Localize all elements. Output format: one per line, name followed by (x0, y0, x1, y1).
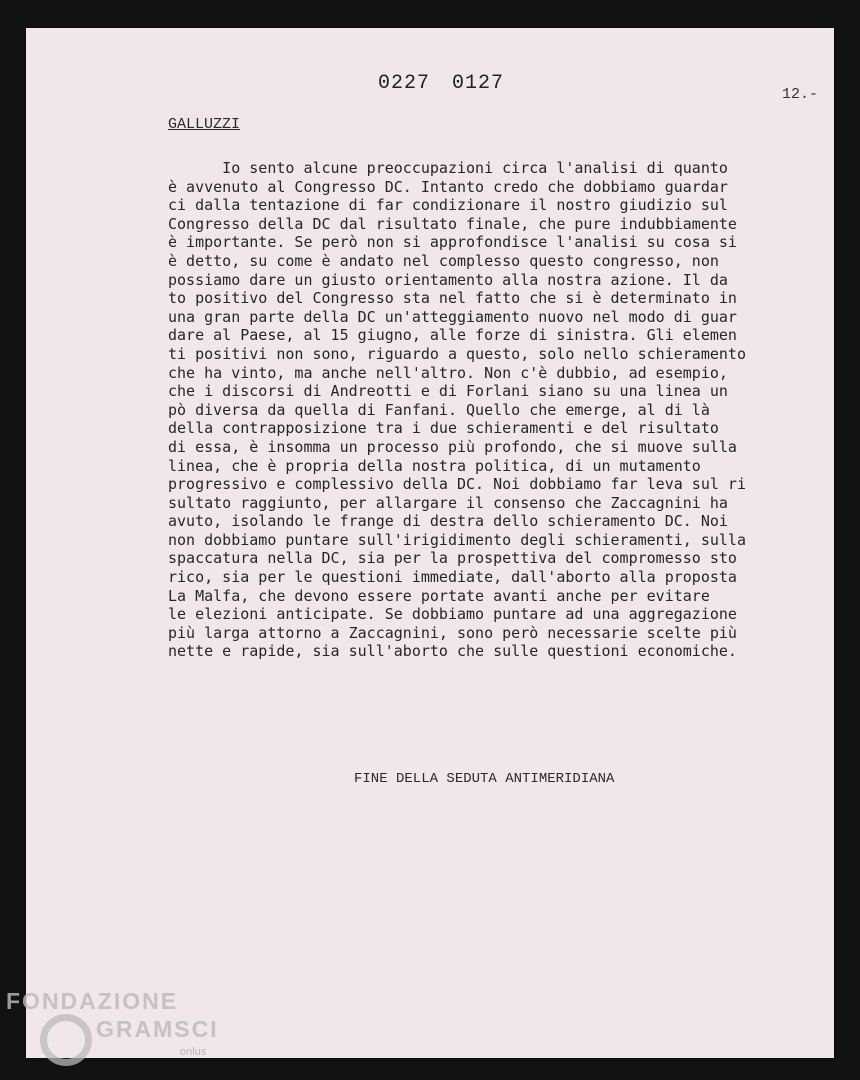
archive-number (378, 72, 526, 95)
watermark-line3: onlus (180, 1046, 207, 1058)
watermark-line2: GRAMSCI (96, 1016, 219, 1042)
archive-number-right: 0127 (452, 72, 505, 95)
fondazione-gramsci-watermark-logo (6, 988, 219, 1078)
archive-number-left: 0227 (378, 72, 431, 95)
closing-note: FINE DELLA SEDUTA ANTIMERIDIANA (354, 771, 615, 787)
page-number: 12.- (782, 86, 819, 103)
document-page (26, 28, 834, 1058)
speaker-heading: GALLUZZI (168, 116, 241, 133)
speech-body-text: Io sento alcune preoccupazioni circa l'analisi di quanto è avvenuto al Congresso DC. Intanto credo che dobbiamo guardar ci dalla tentazione di far condizionare il nostro giudizio sul Congresso della DC dal risultato finale, che pure indubbiamente è importante. Se però non si approfondisce l'analisi su cosa si è detto, su come è andato nel complesso questo congresso, non possiamo dare un giusto orientamento alla nostra azione. Il da to positivo del Congresso sta nel fatto che si è determinato in una gran parte della DC un'atteggiamento nuovo nel modo di guar dare al Paese, al 15 giugno, alle forze di sinistra. Gli elemen ti positivi non sono, riguardo a questo, solo nello schieramento che ha vinto, ma anche nell'altro. Non c'è dubbio, ad esempio, che i discorsi di Andreotti e di Forlani siano su una linea un pò diversa da quella di Fanfani. Quello che emerge, al di là della contrapposizione tra i due schieramenti e del risultato di essa, è insomma un processo più profondo, che si muove sulla linea, che è propria della nostra politica, di un mutamento progressivo e complessivo della DC. Noi dobbiamo far leva sul ri sultato raggiunto, per allargare il consenso che Zaccagnini ha avuto, isolando le frange di destra dello schieramento DC. Noi non dobbiamo puntare sull'irigidimento degli schieramenti, sulla spaccatura nella DC, sia per la prospettiva del compromesso sto rico, sia per le questioni immediate, dall'aborto alla proposta La Malfa, che devono essere portate avanti anche per evitare le elezioni anticipate. Se dobbiamo puntare ad una aggregazione più larga attorno a Zaccagnini, sono però necessarie scelte più nette e rapide, sia sull'aborto che sulle questioni economiche. (168, 159, 746, 661)
watermark-line1: FONDAZIONE (6, 988, 179, 1014)
g-logo-icon (40, 1014, 92, 1066)
